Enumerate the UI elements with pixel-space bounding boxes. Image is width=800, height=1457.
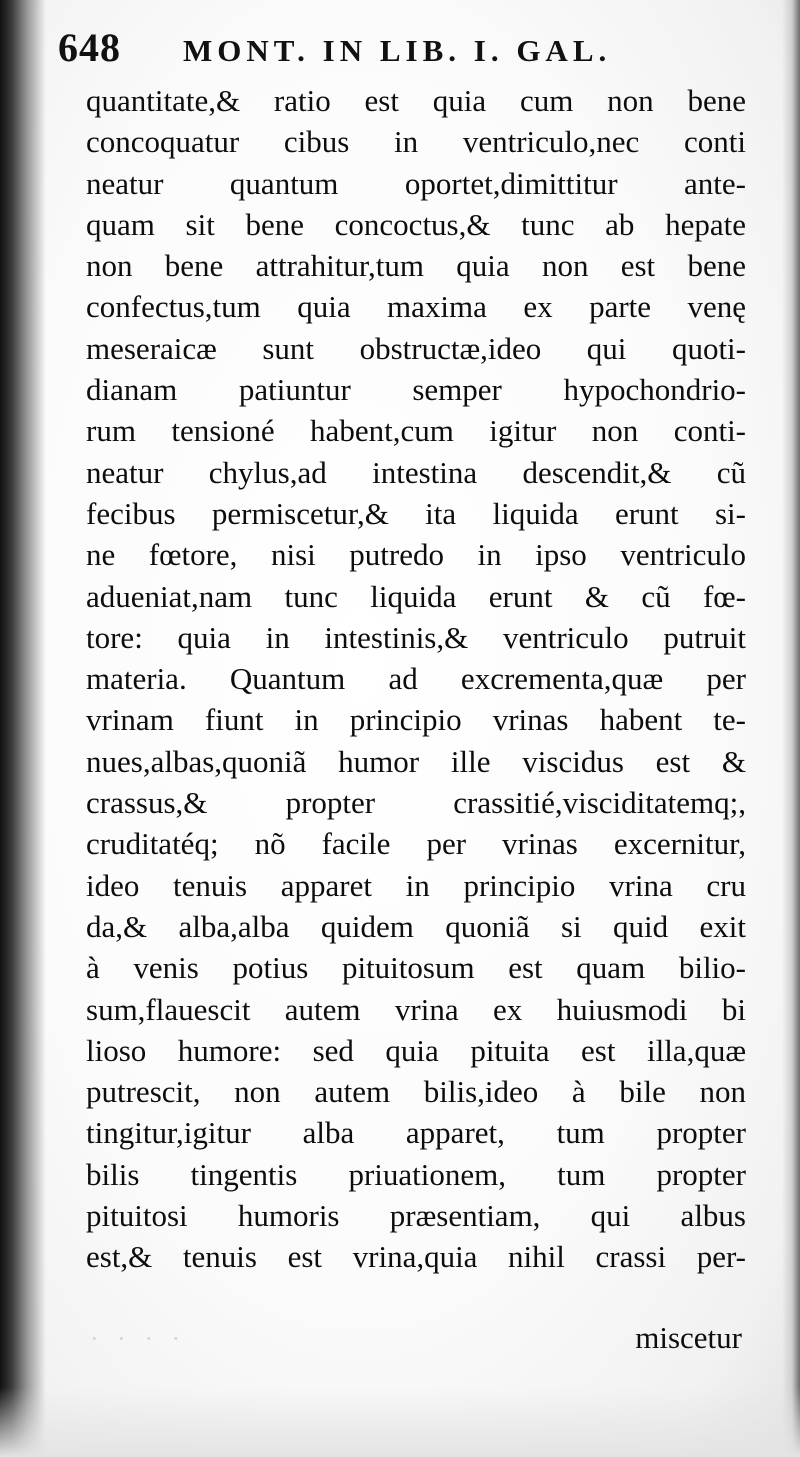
show-through-bleed: · · · · xyxy=(90,1324,187,1353)
text-line: neatur chylus,ad intestina descendit,& cũ xyxy=(86,454,746,490)
text-line: neatur quantum oportet,dimittitur ante- xyxy=(86,165,746,201)
page-edge-shadow xyxy=(782,0,800,1457)
text-line: da,& alba,alba quidem quoniã si quid exit xyxy=(86,908,746,944)
text-line: tore: quia in intestinis,& ventriculo putruit xyxy=(86,619,746,655)
text-line: ne fœtore, nisi putredo in ipso ventriculo xyxy=(86,537,746,573)
text-line: sum,flauescit autem vrina ex huiusmodi bi xyxy=(86,991,746,1027)
text-line: meseraicæ sunt obstructæ,ideo qui quoti- xyxy=(86,330,746,366)
text-line: concoquatur cibus in ventriculo,nec conti xyxy=(86,124,746,160)
catchword: miscetur xyxy=(635,1320,742,1355)
text-line: nues,albas,quoniã humor ille viscidus est & xyxy=(86,743,746,779)
text-line: putrescit, non autem bilis,ideo à bile non xyxy=(86,1074,746,1110)
text-line: adueniat,nam tunc liquida erunt & cũ fœ- xyxy=(86,578,746,614)
text-line: rum tensioné habent,cum igitur non conti- xyxy=(86,413,746,449)
running-head: MONT. IN LIB. I. GAL. xyxy=(183,33,612,68)
text-line: confectus,tum quia maxima ex parte venę xyxy=(86,289,746,325)
text-line: non bene attrahitur,tum quia non est bene xyxy=(86,248,746,284)
text-line: fecibus permiscetur,& ita liquida erunt si- xyxy=(86,495,746,531)
text-line: est,& tenuis est vrina,quia nihil crassi per- xyxy=(86,1239,746,1275)
text-line: materia. Quantum ad excrementa,quæ per xyxy=(86,661,746,697)
text-line: tingitur,igitur alba apparet, tum propter xyxy=(86,1115,746,1151)
text-line: vrinam fiunt in principio vrinas habent te- xyxy=(86,702,746,738)
body-text xyxy=(86,80,746,1278)
text-line: à venis potius pituitosum est quam bilio- xyxy=(86,950,746,986)
text-line: bilis tingentis priuationem, tum propter xyxy=(86,1156,746,1192)
text-line: dianam patiuntur semper hypochondrio- xyxy=(86,372,746,408)
bottom-page-fade xyxy=(0,1387,800,1457)
page-number: 648 xyxy=(58,25,121,70)
text-line: lioso humore: sed quia pituita est illa,quæ xyxy=(86,1032,746,1068)
text-line: quantitate,& ratio est quia cum non bene xyxy=(86,83,746,118)
text-line: quam sit bene concoctus,& tunc ab hepate xyxy=(86,206,746,242)
page-header xyxy=(58,24,748,78)
text-line: crassus,& propter crassitié,visciditatemq;, xyxy=(86,785,746,821)
gutter-shadow xyxy=(0,0,46,1457)
text-line: pituitosi humoris præsentiam, qui albus xyxy=(86,1198,746,1234)
text-line: cruditatéq; nõ facile per vrinas excernitur, xyxy=(86,826,746,862)
text-line: ideo tenuis apparet in principio vrina cru xyxy=(86,867,746,903)
